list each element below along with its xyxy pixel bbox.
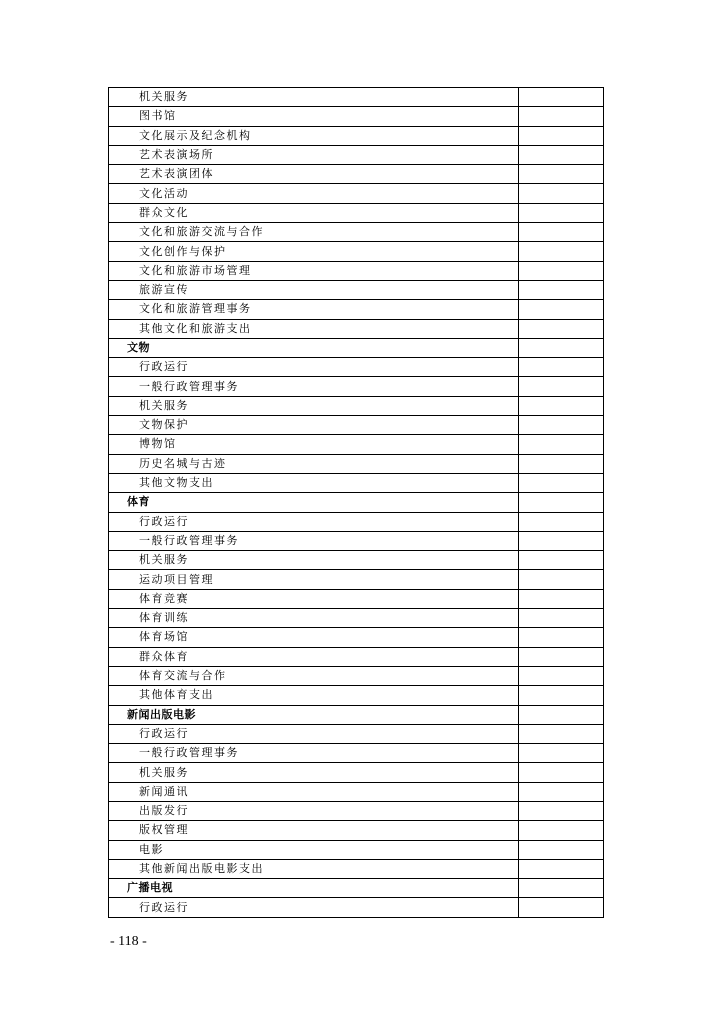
- item-label: 机关服务: [109, 763, 519, 782]
- section-label: 文物: [109, 338, 519, 357]
- amount-cell: [519, 609, 604, 628]
- amount-cell: [519, 454, 604, 473]
- amount-cell: [519, 184, 604, 203]
- item-label: 其他体育支出: [109, 686, 519, 705]
- item-label: 文物保护: [109, 416, 519, 435]
- table-row: [109, 223, 604, 242]
- amount-cell: [519, 801, 604, 820]
- item-label: 文化展示及纪念机构: [109, 126, 519, 145]
- table-row: [109, 821, 604, 840]
- amount-cell: [519, 744, 604, 763]
- item-label: 一般行政管理事务: [109, 531, 519, 550]
- item-label: 其他新闻出版电影支出: [109, 859, 519, 878]
- item-label: 行政运行: [109, 358, 519, 377]
- item-label: 行政运行: [109, 512, 519, 531]
- table-row: [109, 570, 604, 589]
- table-row: [109, 145, 604, 164]
- section-label: 体育: [109, 493, 519, 512]
- amount-cell: [519, 416, 604, 435]
- table-row: [109, 377, 604, 396]
- amount-cell: [519, 145, 604, 164]
- amount-cell: [519, 782, 604, 801]
- table-row: [109, 744, 604, 763]
- table-row: [109, 473, 604, 492]
- item-label: 其他文物支出: [109, 473, 519, 492]
- item-label: 一般行政管理事务: [109, 377, 519, 396]
- table-row: [109, 686, 604, 705]
- table-row: [109, 801, 604, 820]
- table-row: [109, 126, 604, 145]
- amount-cell: [519, 666, 604, 685]
- item-label: 历史名城与古迹: [109, 454, 519, 473]
- item-label: 艺术表演团体: [109, 165, 519, 184]
- item-label: 文化和旅游市场管理: [109, 261, 519, 280]
- item-label: 文化和旅游管理事务: [109, 300, 519, 319]
- amount-cell: [519, 242, 604, 261]
- item-label: 艺术表演场所: [109, 145, 519, 164]
- amount-cell: [519, 126, 604, 145]
- amount-cell: [519, 300, 604, 319]
- table-row: [109, 531, 604, 550]
- table-row: [109, 551, 604, 570]
- amount-cell: [519, 107, 604, 126]
- amount-cell: [519, 358, 604, 377]
- amount-cell: [519, 531, 604, 550]
- amount-cell: [519, 319, 604, 338]
- amount-cell: [519, 724, 604, 743]
- item-label: 群众文化: [109, 203, 519, 222]
- amount-cell: [519, 551, 604, 570]
- item-label: 博物馆: [109, 435, 519, 454]
- table-row: [109, 165, 604, 184]
- table-row: [109, 242, 604, 261]
- table-row: [109, 512, 604, 531]
- table-row: [109, 628, 604, 647]
- item-label: 体育竞赛: [109, 589, 519, 608]
- table-body: [109, 88, 604, 918]
- amount-cell: [519, 647, 604, 666]
- section-row: [109, 879, 604, 898]
- section-row: [109, 338, 604, 357]
- amount-cell: [519, 88, 604, 107]
- item-label: 机关服务: [109, 396, 519, 415]
- expenditure-table: [108, 87, 604, 918]
- item-label: 机关服务: [109, 88, 519, 107]
- table-row: [109, 203, 604, 222]
- section-label: 新闻出版电影: [109, 705, 519, 724]
- item-label: 旅游宣传: [109, 280, 519, 299]
- section-label: 广播电视: [109, 879, 519, 898]
- amount-cell: [519, 686, 604, 705]
- item-label: 电影: [109, 840, 519, 859]
- amount-cell: [519, 512, 604, 531]
- item-label: 体育交流与合作: [109, 666, 519, 685]
- table-row: [109, 300, 604, 319]
- table-row: [109, 435, 604, 454]
- table-row: [109, 416, 604, 435]
- item-label: 其他文化和旅游支出: [109, 319, 519, 338]
- table-row: [109, 609, 604, 628]
- item-label: 体育训练: [109, 609, 519, 628]
- amount-cell: [519, 628, 604, 647]
- item-label: 群众体育: [109, 647, 519, 666]
- table-row: [109, 107, 604, 126]
- section-row: [109, 705, 604, 724]
- item-label: 文化活动: [109, 184, 519, 203]
- item-label: 机关服务: [109, 551, 519, 570]
- table-row: [109, 396, 604, 415]
- amount-cell: [519, 165, 604, 184]
- amount-cell: [519, 338, 604, 357]
- item-label: 新闻通讯: [109, 782, 519, 801]
- amount-cell: [519, 493, 604, 512]
- item-label: 行政运行: [109, 898, 519, 917]
- amount-cell: [519, 821, 604, 840]
- table-row: [109, 782, 604, 801]
- item-label: 体育场馆: [109, 628, 519, 647]
- amount-cell: [519, 473, 604, 492]
- table-row: [109, 898, 604, 917]
- item-label: 一般行政管理事务: [109, 744, 519, 763]
- table-row: [109, 840, 604, 859]
- amount-cell: [519, 898, 604, 917]
- amount-cell: [519, 280, 604, 299]
- amount-cell: [519, 840, 604, 859]
- table-row: [109, 319, 604, 338]
- table-row: [109, 859, 604, 878]
- table-row: [109, 589, 604, 608]
- item-label: 运动项目管理: [109, 570, 519, 589]
- amount-cell: [519, 377, 604, 396]
- item-label: 文化和旅游交流与合作: [109, 223, 519, 242]
- amount-cell: [519, 396, 604, 415]
- table-row: [109, 88, 604, 107]
- item-label: 图书馆: [109, 107, 519, 126]
- table-row: [109, 763, 604, 782]
- amount-cell: [519, 203, 604, 222]
- item-label: 文化创作与保护: [109, 242, 519, 261]
- amount-cell: [519, 223, 604, 242]
- table-row: [109, 666, 604, 685]
- amount-cell: [519, 859, 604, 878]
- amount-cell: [519, 705, 604, 724]
- table-row: [109, 647, 604, 666]
- item-label: 行政运行: [109, 724, 519, 743]
- amount-cell: [519, 570, 604, 589]
- page-number: - 118 -: [110, 934, 147, 949]
- table-row: [109, 358, 604, 377]
- table-row: [109, 280, 604, 299]
- table-row: [109, 724, 604, 743]
- table-row: [109, 261, 604, 280]
- item-label: 出版发行: [109, 801, 519, 820]
- table-row: [109, 184, 604, 203]
- section-row: [109, 493, 604, 512]
- amount-cell: [519, 435, 604, 454]
- amount-cell: [519, 589, 604, 608]
- amount-cell: [519, 763, 604, 782]
- table-row: [109, 454, 604, 473]
- amount-cell: [519, 261, 604, 280]
- amount-cell: [519, 879, 604, 898]
- item-label: 版权管理: [109, 821, 519, 840]
